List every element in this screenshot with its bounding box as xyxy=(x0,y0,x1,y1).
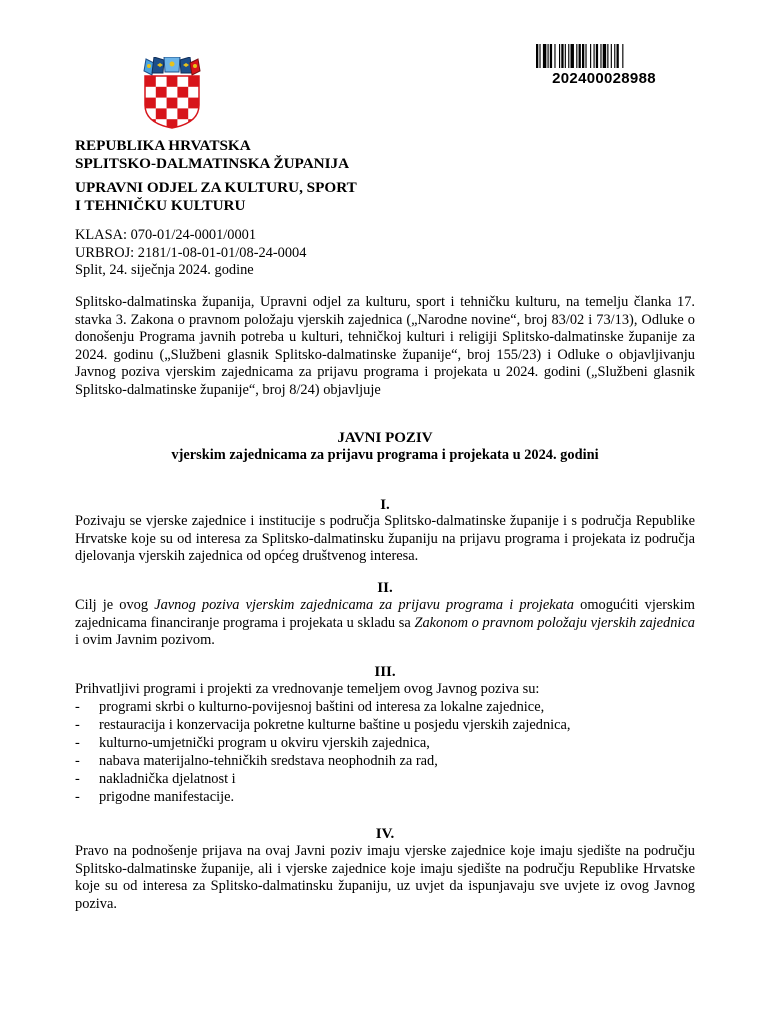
place-date-line: Split, 24. siječnja 2024. godine xyxy=(75,262,254,278)
section-2-italic-b: Zakonom o pravnom položaju vjerskih zajednica xyxy=(414,614,695,631)
urbroj-line: URBROJ: 2181/1-08-01-01/08-24-0004 xyxy=(75,244,307,261)
klasa-line: KLASA: 070-01/24-0001/0001 xyxy=(75,227,257,243)
document-title: JAVNI POZIV xyxy=(337,430,433,446)
list-item: - restauracija i konzervacija pokretne kulturne baštine u posjedu vjerskih zajednica, xyxy=(75,717,695,735)
checkerboard-shield-icon xyxy=(140,76,204,129)
section-4-text: Pravo na podnošenje prijava na ovaj Javni poziv imaju vjerske zajednice koje imaju sjedište na području Splitsko-dalmatinske županije, ali i vjerske zajednice koje imaju sjedište na području Republike Hrvatske koje su od interesa za Splitsko-dalmatinsku županiju, uz uvjet da ispunjavaju sve uvjete iz ovog Javnog poziva. xyxy=(75,843,695,912)
county-heading: SPLITSKO-DALMATINSKA ŽUPANIJA xyxy=(75,155,350,172)
section-1-number: I. xyxy=(380,497,390,513)
section-2-italic-a: Javnog poziva vjerskim zajednicama za prijavu programa i projekata xyxy=(154,597,574,613)
list-item: - nabava materijalno-tehničkih sredstava neophodnih za rad, xyxy=(75,753,695,771)
section-2-number: II. xyxy=(377,580,393,596)
barcode-number: 202400028988 xyxy=(552,70,656,87)
document-subtitle: vjerskim zajednicama za prijavu programa i projekata u 2024. godini xyxy=(171,447,599,463)
list-item: - kulturno-umjetnički program u okviru vjerskih zajednica, xyxy=(75,735,695,753)
section-3-list xyxy=(75,699,695,806)
section-2-text-b: omogućiti vjerskim zajednicama financiranje programa i projekata u skladu sa xyxy=(75,597,696,631)
list-item: - programi skrbi o kulturno-povijesnoj baštini od interesa za lokalne zajednice, xyxy=(75,699,695,717)
list-item: - nakladnička djelatnost i xyxy=(75,771,695,789)
section-3-lead: Prihvatljivi programi i projekti za vrednovanje temeljem ovog Javnog poziva su: xyxy=(75,681,540,697)
section-2-text-c: i ovim Javnim pozivom. xyxy=(75,632,215,649)
department-heading-line2: I TEHNIČKU KULTURU xyxy=(75,197,246,214)
section-1-text: Pozivaju se vjerske zajednice i institucije s područja Splitsko-dalmatinske županije i s područja Republike Hrvatske koje su od interesa za Splitsko-dalmatinsku županiju na prijavu programa i projekata iz područja djelovanja vjerskih zajednica od općeg društvenog interesa. xyxy=(75,513,695,565)
section-2-text xyxy=(75,597,695,650)
section-3-number: III. xyxy=(374,664,396,680)
coat-of-arms-icon xyxy=(140,57,204,129)
department-heading-line1: UPRAVNI ODJEL ZA KULTURU, SPORT xyxy=(75,179,357,196)
barcode-icon xyxy=(536,44,670,68)
section-4-number: IV. xyxy=(375,826,395,842)
list-item: - prigodne manifestacije. xyxy=(75,789,695,807)
document-meta xyxy=(75,227,306,280)
republic-heading: REPUBLIKA HRVATSKA xyxy=(75,137,251,154)
crown-icon xyxy=(144,57,200,75)
section-2-text-a: Cilj je ovog xyxy=(75,597,155,613)
intro-paragraph: Splitsko-dalmatinska županija, Upravni odjel za kulturu, sport i tehničku kulturu, na temelju članka 17. stavka 3. Zakona o pravnom položaju vjerskih zajednica („Narodne novine“, broj 83/02 i 73/13), Odluke o donošenju Programa javnih potreba u kulturi, tehničkoj kulturi i religiji Splitsko-dalmatinske županije za 2024. godinu („Službeni glasnik Splitsko-dalmatinske županije“, broj 155/23) i Odluke o objavljivanju Javnog poziva vjerskim zajednicama za prijavu programa i projekata u 2024. godini („Službeni glasnik Splitsko-dalmatinske županije“, broj 8/24) objavljuje xyxy=(75,294,695,398)
